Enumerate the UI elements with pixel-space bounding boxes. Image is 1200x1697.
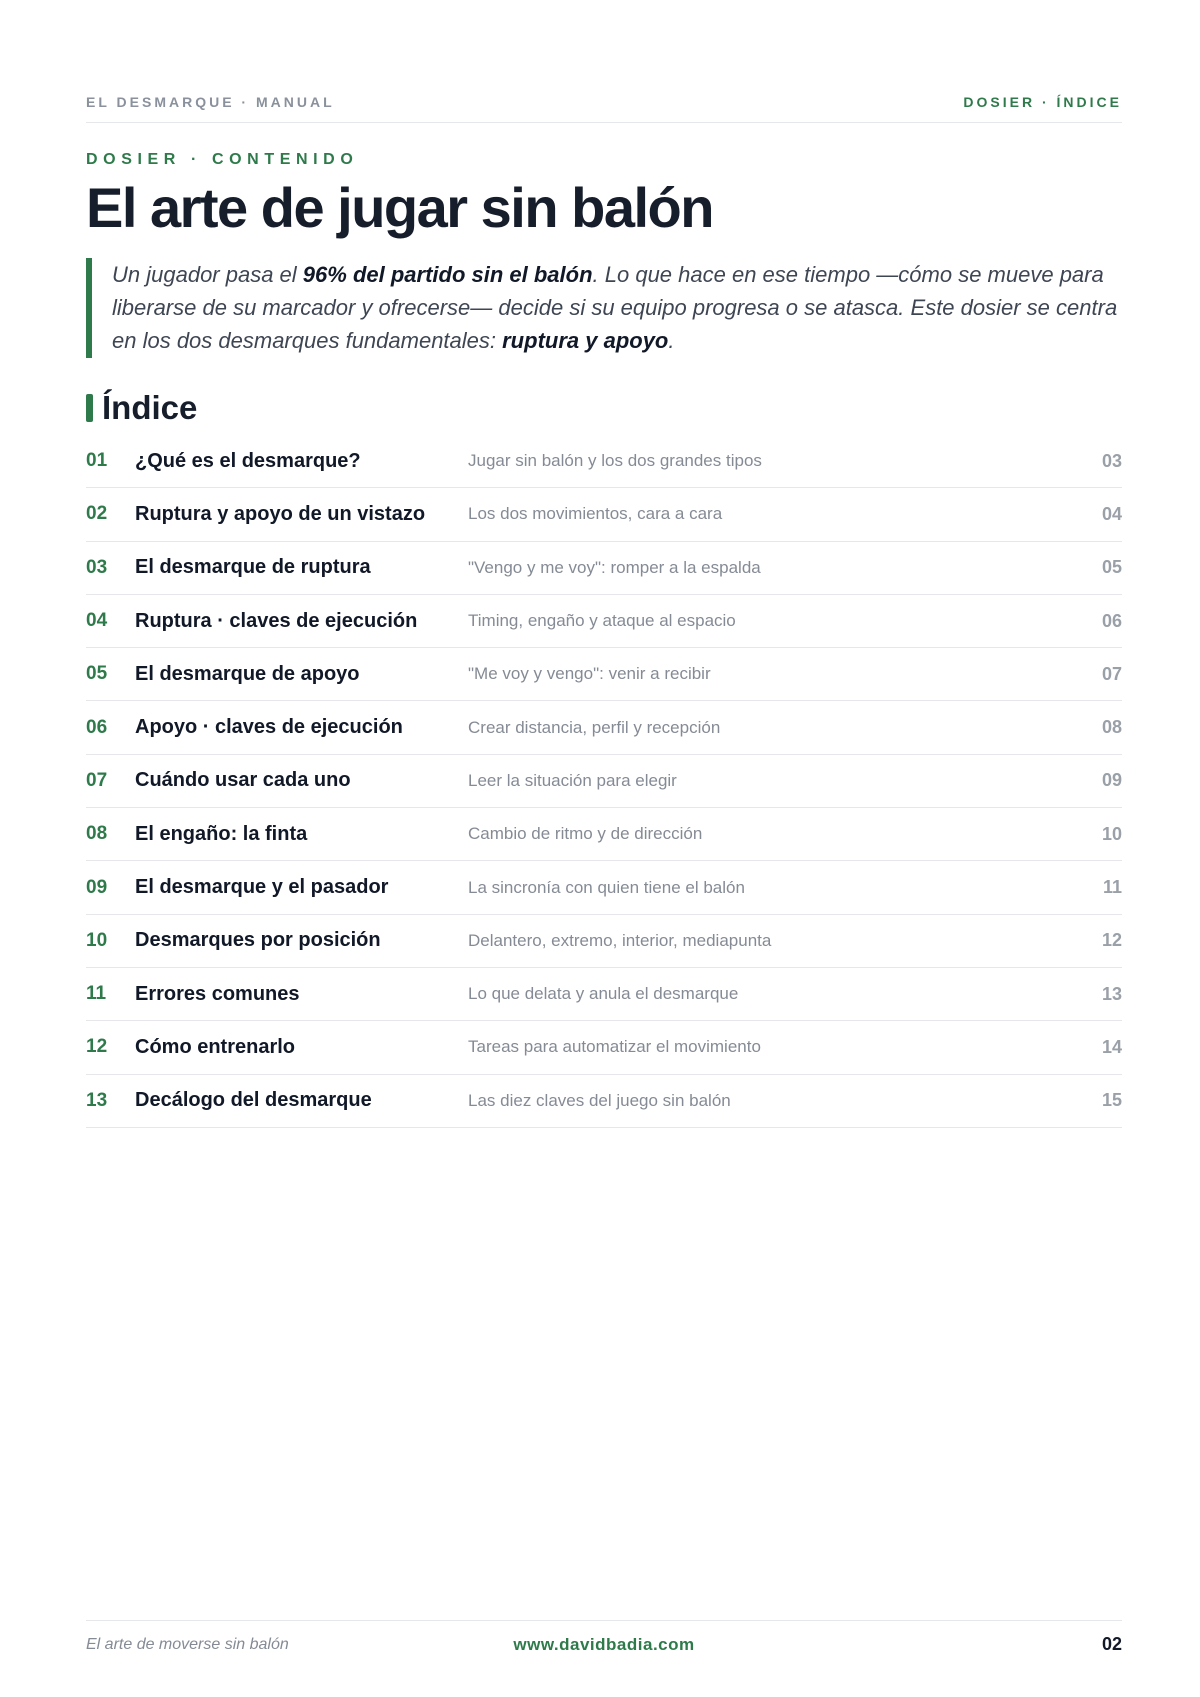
toc-title: Errores comunes <box>135 982 300 1005</box>
toc-description: Las diez claves del juego sin balón <box>468 1090 731 1110</box>
toc-description: Delantero, extremo, interior, mediapunta <box>468 930 772 950</box>
toc-row[interactable] <box>86 488 1122 541</box>
toc-page-number: 14 <box>1101 1036 1122 1057</box>
toc-page-number: 09 <box>1101 770 1122 791</box>
table-of-contents <box>86 435 1122 1128</box>
toc-page-number: 08 <box>1101 717 1122 738</box>
toc-description: Tareas para automatizar el movimiento <box>468 1037 761 1057</box>
intro-quote <box>86 258 1122 358</box>
toc-number: 07 <box>86 769 108 791</box>
toc-number: 10 <box>86 929 108 951</box>
toc-title: El desmarque de apoyo <box>135 662 360 685</box>
header-brand: EL DESMARQUE · MANUAL <box>86 94 335 110</box>
toc-title: Apoyo · claves de ejecución <box>135 716 403 739</box>
toc-number: 03 <box>86 556 108 578</box>
toc-title: Ruptura y apoyo de un vistazo <box>135 502 426 525</box>
footer-doc-title: El arte de moverse sin balón <box>86 1635 289 1653</box>
toc-row[interactable] <box>86 968 1122 1021</box>
toc-title: Decálogo del desmarque <box>135 1089 372 1112</box>
toc-page-number: 07 <box>1101 663 1122 684</box>
toc-page-number: 13 <box>1101 983 1122 1004</box>
toc-row[interactable] <box>86 1021 1122 1074</box>
toc-title: ¿Qué es el desmarque? <box>135 449 361 472</box>
toc-number: 08 <box>86 823 108 845</box>
toc-description: Leer la situación para elegir <box>468 770 677 790</box>
kicker: DOSIER · CONTENIDO <box>86 151 359 168</box>
toc-number: 04 <box>86 610 108 632</box>
toc-page-number: 03 <box>1101 450 1122 471</box>
page-footer <box>86 1620 1122 1668</box>
header-section: DOSIER · ÍNDICE <box>963 94 1122 110</box>
intro-highlight-1: 96% del partido sin el balón <box>302 262 593 287</box>
toc-description: "Vengo y me voy": romper a la espalda <box>468 557 761 577</box>
toc-row[interactable] <box>86 755 1122 808</box>
toc-page-number: 04 <box>1101 503 1122 524</box>
toc-number: 09 <box>86 876 108 898</box>
toc-row[interactable] <box>86 701 1122 754</box>
footer-page-number: 02 <box>1101 1634 1122 1654</box>
toc-number: 02 <box>86 503 108 525</box>
toc-number: 01 <box>86 450 108 472</box>
toc-row[interactable] <box>86 915 1122 968</box>
toc-page-number: 12 <box>1101 930 1122 951</box>
footer-website-link[interactable]: www.davidbadia.com <box>513 1634 695 1654</box>
toc-row[interactable] <box>86 435 1122 488</box>
toc-page-number: 06 <box>1101 610 1122 631</box>
toc-title: El engaño: la finta <box>135 822 308 845</box>
intro-text-2: . Lo que hace en ese tiempo —cómo se mueve para liberarse de su marcador y ofrecerse— decide si su equipo progresa o se atasca. Este dosier se centra en los dos desmarques fundamentales: <box>112 262 1118 353</box>
toc-description: Lo que delata y anula el desmarque <box>468 984 739 1004</box>
toc-row[interactable] <box>86 595 1122 648</box>
toc-title: El desmarque de ruptura <box>135 556 371 579</box>
toc-description: Los dos movimientos, cara a cara <box>468 504 723 524</box>
toc-number: 13 <box>86 1089 108 1111</box>
toc-description: Cambio de ritmo y de dirección <box>468 824 703 844</box>
toc-page-number: 10 <box>1101 823 1122 844</box>
toc-row[interactable] <box>86 1075 1122 1128</box>
toc-page-number: 15 <box>1101 1090 1122 1111</box>
toc-description: La sincronía con quien tiene el balón <box>468 877 745 897</box>
intro-text-3: . <box>668 328 675 353</box>
toc-row[interactable] <box>86 648 1122 701</box>
toc-title: Cómo entrenarlo <box>135 1035 296 1058</box>
toc-row[interactable] <box>86 861 1122 914</box>
toc-page-number: 11 <box>1102 877 1122 898</box>
toc-number: 05 <box>86 663 108 685</box>
page-title: El arte de jugar sin balón <box>86 176 713 239</box>
toc-description: Crear distancia, perfil y recepción <box>468 717 721 737</box>
intro-text-1: Un jugador pasa el <box>112 262 303 287</box>
toc-title: Ruptura · claves de ejecución <box>135 609 418 632</box>
toc-description: "Me voy y vengo": venir a recibir <box>468 664 711 684</box>
toc-page-number: 05 <box>1101 557 1122 578</box>
toc-title: El desmarque y el pasador <box>135 876 389 899</box>
heading-accent-bar <box>86 394 93 422</box>
page-header <box>86 94 1122 123</box>
toc-row[interactable] <box>86 542 1122 595</box>
intro-highlight-2: ruptura y apoyo <box>502 328 669 353</box>
toc-description: Timing, engaño y ataque al espacio <box>468 611 736 631</box>
toc-number: 12 <box>86 1036 108 1058</box>
toc-title: Cuándo usar cada uno <box>135 769 351 792</box>
toc-number: 11 <box>86 983 107 1005</box>
toc-number: 06 <box>86 716 108 738</box>
index-heading-text: Índice <box>102 389 198 426</box>
toc-row[interactable] <box>86 808 1122 861</box>
index-heading <box>86 388 197 428</box>
toc-title: Desmarques por posición <box>135 929 381 952</box>
toc-description: Jugar sin balón y los dos grandes tipos <box>468 451 762 471</box>
